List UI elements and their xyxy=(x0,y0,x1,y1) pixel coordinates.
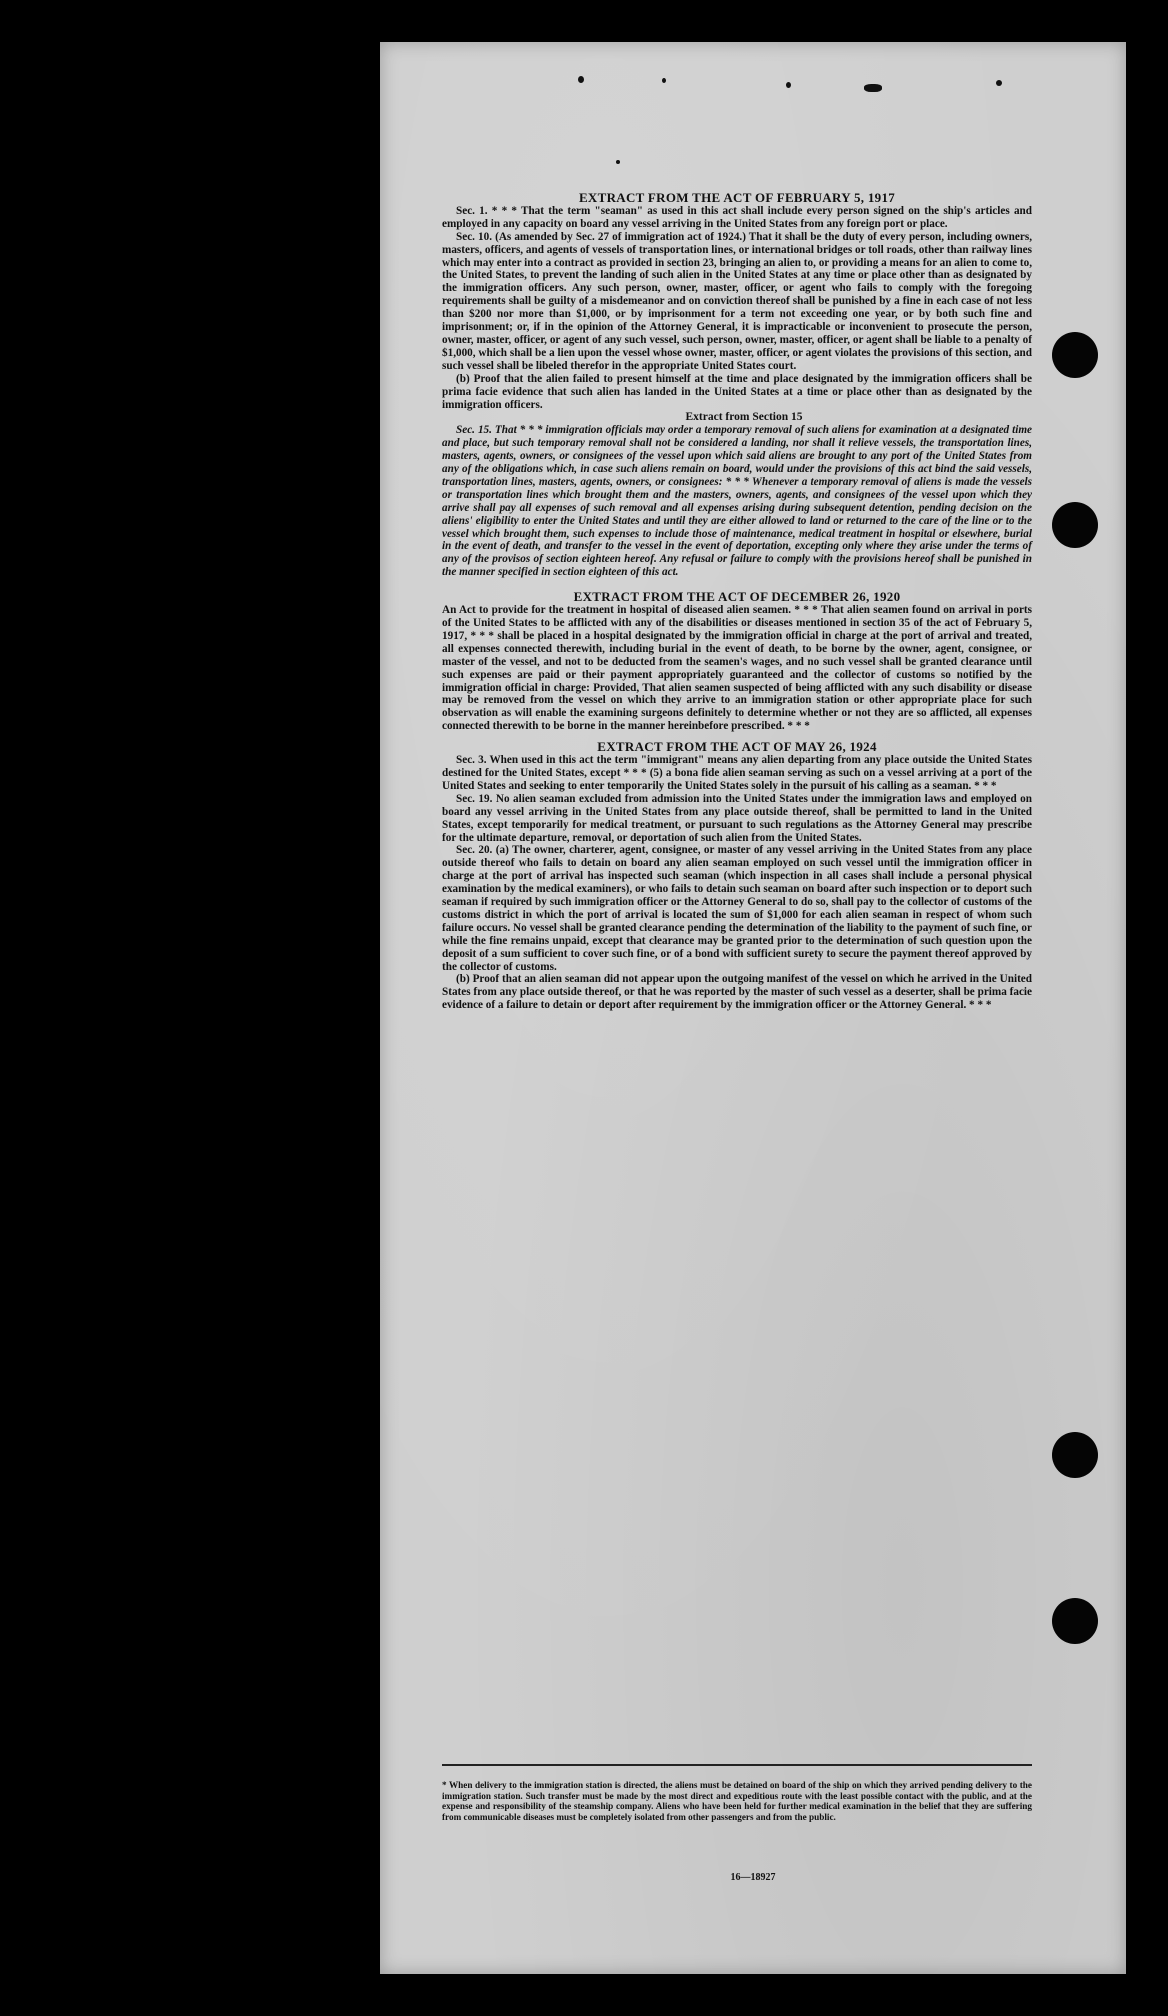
footnote: * When delivery to the immigration station is directed, the aliens must be detained on board of the ship on which they arrived pending delivery to the immigration station. Such transfer must be made by the most direct and expeditious route with the least possible contact with the public, and at the expense and responsibility of the steamship company. Aliens who have been held for further medical examination in the belief that they are suffering from communicable diseases must be completely isolated from other passengers and from the public. xyxy=(442,1780,1032,1822)
paragraph-sec-3: Sec. 3. When used in this act the term "immigrant" means any alien departing from any place outside the United States destined for the United States, except * * * (5) a bona fide alien seaman serving as such on a vessel arriving at a port of the United States and seeking to enter temporarily the United States solely in the pursuit of his calling as a seaman. * * * xyxy=(442,754,1032,792)
ink-speck xyxy=(864,84,882,92)
paragraph-sec-10b: (b) Proof that the alien failed to present himself at the time and place designated by the immigration officers shall be prima facie evidence that such alien has landed in the United States at a time or place other than as designated by the immigration officers. xyxy=(442,372,1032,411)
paragraph-sec-19: Sec. 19. No alien seaman excluded from admission into the United States under the immigration laws and employed on board any vessel arriving in the United States from any place outside thereof, shall be permitted to land in the United States, except temporarily for medical treatment, or pursuant to such regulations as the Attorney General may prescribe for the ultimate departure, removal, or deportation of such alien from the United States. xyxy=(442,792,1032,844)
paragraph-sec-20a: Sec. 20. (a) The owner, charterer, agent, consignee, or master of any vessel arriving in the United States from any place outside thereof who fails to detain on board any alien seaman employed on such vessel until the immigration officer in charge at the port of arrival has inspected such seaman (which inspection in all cases shall include a personal physical examination by the medical examiners), or who fails to detain such seaman on board after such inspection or to deport such seaman if required by such immigration officer or the Attorney General to do so, shall pay to the collector of customs of the customs district in which the port of arrival is located the sum of $1,000 for each alien seaman in respect of whom such failure occurs. No vessel shall be granted clearance pending the determination of the liability to the payment of such fine, or while the fine remains unpaid, except that clearance may be granted prior to the determination of such question upon the deposit of a sum sufficient to cover such fine, or of a bond with sufficient surety to secure the payment thereof approved by the collector of customs. xyxy=(442,844,1032,973)
subheading-section-15: Extract from Section 15 xyxy=(685,411,803,424)
document-page xyxy=(380,42,1126,1974)
punch-hole xyxy=(1052,1598,1098,1644)
heading-act-1920: EXTRACT FROM THE ACT OF DECEMBER 26, 1920 xyxy=(573,589,901,605)
ink-speck xyxy=(578,76,584,83)
paragraph-act-1920: An Act to provide for the treatment in hospital of diseased alien seamen. * * * That alien seamen found on arrival in ports of the United States to be afflicted with any of the disabilities or diseases mentioned in section 35 of the act of February 5, 1917, * * * shall be placed in a hospital designated by the immigration official in charge at the port of arrival and treated, all expenses connected therewith, including burial in the event of death, to be borne by the owner, agent, consignee, or master of the vessel, and not to be deducted from the seamen's wages, and no such vessel shall be granted clearance until such expenses are paid or their payment appropriately guaranteed and the collector of customs so notified by the immigration official in charge: Provided, That alien seamen suspected of being afflicted with any such disability or disease may be removed from the vessel on which they arrive to an immigration station or other appropriate place for such observation as will enable the examining surgeons definitely to determine whether or not they are so afflicted, all expenses connected therewith to be borne in the manner hereinbefore prescribed. * * * xyxy=(442,604,1032,733)
footnote-divider xyxy=(442,1764,1032,1766)
ink-speck xyxy=(996,80,1002,86)
document-body xyxy=(442,192,1032,1012)
paragraph-sec-10a: Sec. 10. (As amended by Sec. 27 of immigration act of 1924.) That it shall be the duty of every person, including owners, masters, officers, and agents of vessels of transportation lines, or international bridges or toll roads, other than railway lines which may enter into a contract as provided in section 23, bringing an alien to, or providing a means for an alien to come to, the United States, to prevent the landing of such alien in the United States at any time or place other than as designated by the immigration officers. Any such person, owner, master, officer, or agent who fails to comply with the foregoing requirements shall be guilty of a misdemeanor and on conviction thereof shall be punished by a fine in each case of not less than $200 nor more than $1,000, or by imprisonment for a term not exceeding one year, or by both such fine and imprisonment; or, if in the opinion of the Attorney General, it is impracticable or inconvenient to prosecute the person, owner, master, officer, or agent of any such vessel, such person, owner, master, officer, or agent shall be liable to a penalty of $1,000, which shall be a lien upon the vessel whose owner, master, officer, or agent violates the provisions of this section, and such vessel shall be libeled therefor in the appropriate United States court. xyxy=(442,230,1032,372)
punch-hole xyxy=(1052,332,1098,378)
paragraph-sec-1: Sec. 1. * * * That the term "seaman" as used in this act shall include every person signed on the ship's articles and employed in any capacity on board any vessel arriving in the United States from any foreign port or place. xyxy=(442,204,1032,230)
heading-act-1924: EXTRACT FROM THE ACT OF MAY 26, 1924 xyxy=(597,739,877,755)
heading-act-1917: EXTRACT FROM THE ACT OF FEBRUARY 5, 1917 xyxy=(578,190,896,205)
paragraph-sec-20b: (b) Proof that an alien seaman did not appear upon the outgoing manifest of the vessel on which he arrived in the United States from any place outside thereof, or that he was reported by the master of such vessel as a deserter, shall be prima facie evidence of a failure to detain or deport after requirement by the immigration officer or the Attorney General. * * * xyxy=(442,973,1032,1012)
page-code: 16—18927 xyxy=(730,1872,776,1883)
ink-speck xyxy=(616,160,620,164)
ink-speck xyxy=(662,78,666,83)
punch-hole xyxy=(1052,1432,1098,1478)
paragraph-sec-15: Sec. 15. That * * * immigration officials may order a temporary removal of such aliens for examination at a designated time and place, but such temporary removal shall not be considered a landing, nor shall it relieve vessels, the transportation lines, masters, agents, owners, or consignees of the vessel upon which said aliens are brought to any port of the United States from any of the obligations which, in case such aliens remain on board, would under the provisions of this act bind the said vessels, transportation lines, masters, agents, owners, or consignees: * * * Whenever a temporary removal of aliens is made the vessels or transportation lines which brought them and the masters, owners, agents, and consignees of the vessel upon which they arrive shall pay all expenses of such removal and all expenses arising during subsequent detention, pending decision on the aliens' eligibility to enter the United States and until they are either allowed to land or returned to the care of the line or to the vessel which brought them, such expenses to include those of maintenance, medical treatment in hospital or elsewhere, burial in the event of death, and transfer to the vessel in the event of deportation, excepting only where they arise under the terms of any of the provisos of section eighteen hereof. Any refusal or failure to comply with the provisions hereof shall be punished in the manner specified in section eighteen of this act. xyxy=(442,424,1032,579)
punch-hole xyxy=(1052,502,1098,548)
ink-speck xyxy=(786,82,791,88)
